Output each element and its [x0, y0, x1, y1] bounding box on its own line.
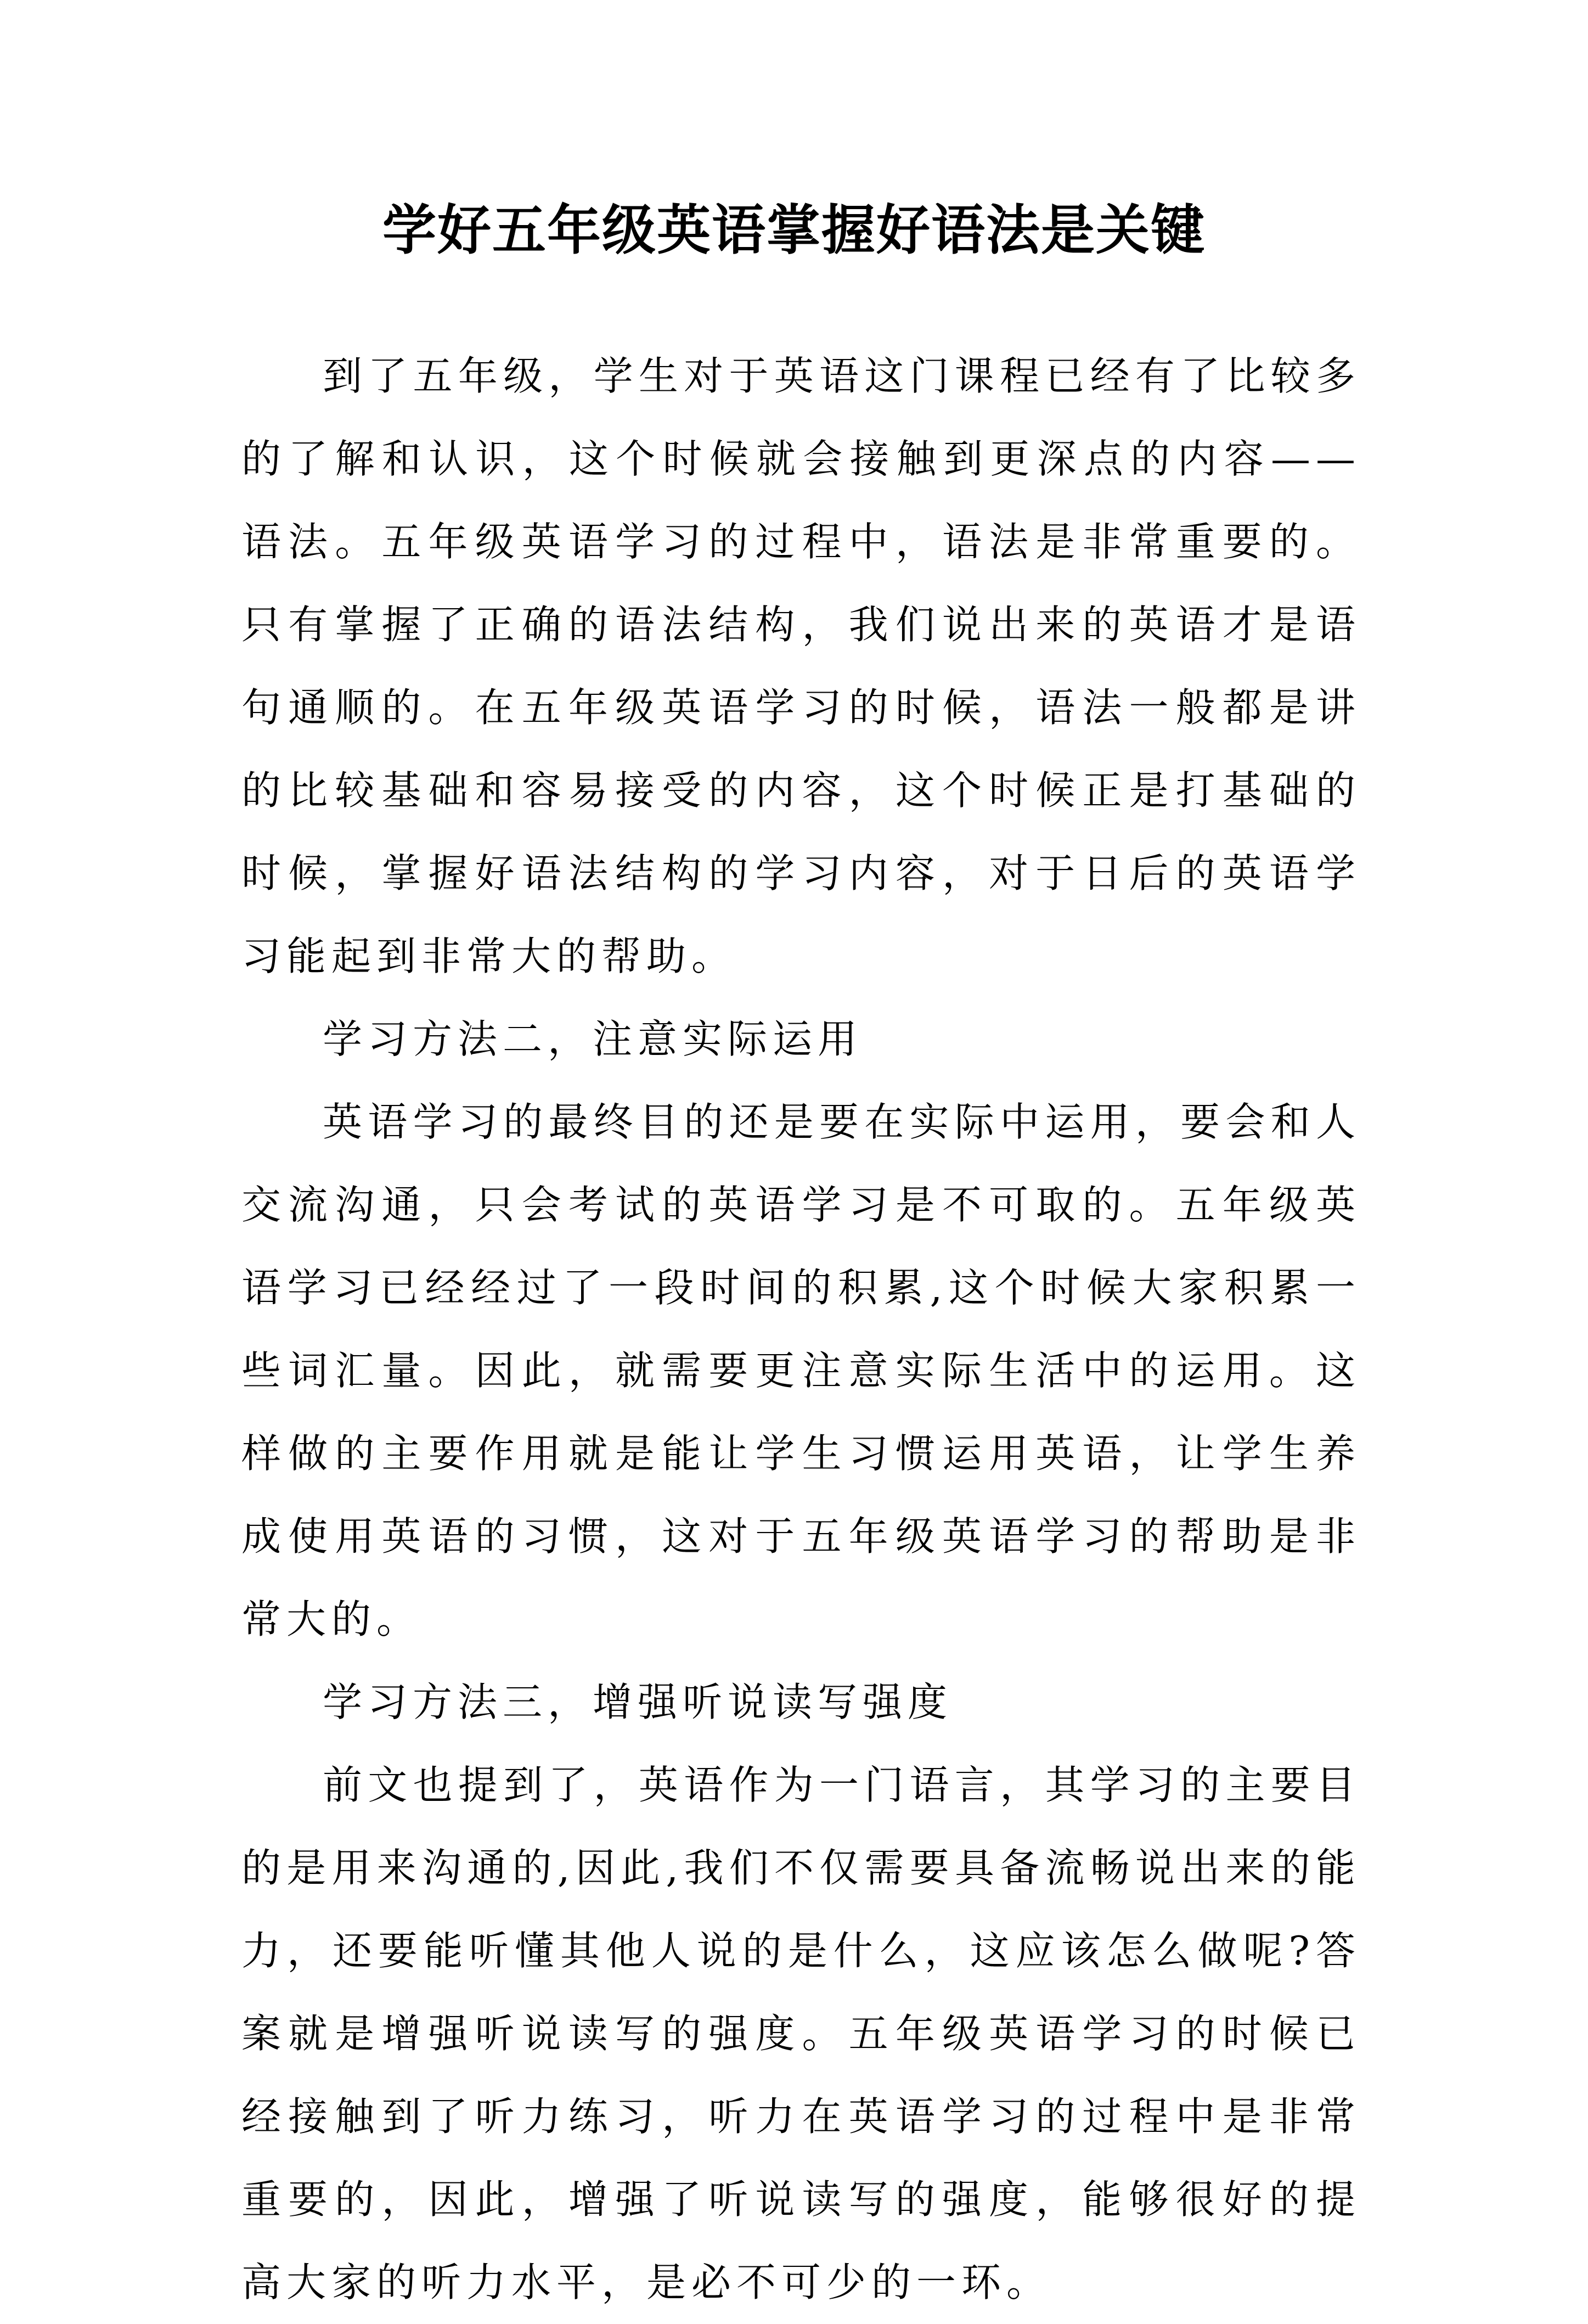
body-paragraph: 英语学习的最终目的还是要在实际中运用，要会和人交流沟通，只会考试的英语学习是不可取的。五年级英语学习已经经过了一段时间的积累,这个时候大家积累一些词汇量。因此，就需要更注意实际生活中的运用。这样做的主要作用就是能让学生习惯运用英语，让学生养成使用英语的习惯，这对于五年级英语学习的帮助是非常大的。 [241, 1099, 1361, 1642]
section-heading: 学习方法三，增强听说读写强度 [323, 1679, 953, 1725]
section-heading: 学习方法二，注意实际运用 [323, 1016, 863, 1062]
body-paragraph: 前文也提到了，英语作为一门语言，其学习的主要目的是用来沟通的,因此,我们不仅需要具备流畅说出来的能力，还要能听懂其他人说的是什么，这应该怎么做呢?答案就是增强听说读写的强度。五年级英语学习的时候已经接触到了听力练习，听力在英语学习的过程中是非常重要的，因此，增强了听说读写的强度，能够很好的提高大家的听力水平，是必不可少的一环。 [241, 1762, 1361, 2305]
body-paragraph: 到了五年级，学生对于英语这门课程已经有了比较多的了解和认识，这个时候就会接触到更深点的内容——语法。五年级英语学习的过程中，语法是非常重要的。只有掌握了正确的语法结构，我们说出来的英语才是语句通顺的。在五年级英语学习的时候，语法一般都是讲的比较基础和容易接受的内容，这个时候正是打基础的时候，掌握好语法结构的学习内容，对于日后的英语学习能起到非常大的帮助。 [241, 353, 1361, 979]
page-title: 学好五年级英语掌握好语法是关键 [382, 199, 1206, 262]
document-body [241, 335, 1361, 2324]
